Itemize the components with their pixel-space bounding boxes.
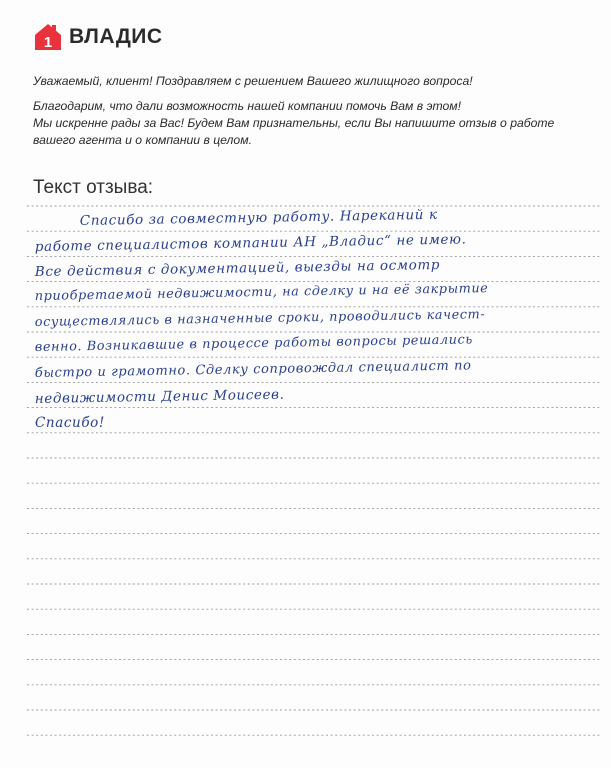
- greeting-paragraph: Уважаемый, клиент! Поздравляем с решением Вашего жилищного вопроса!: [33, 74, 473, 88]
- handwritten-line-5: осуществлялись в назначенные сроки, проводились качест-: [34, 307, 486, 330]
- handwritten-line-3: Все действия с документацией, выезды на осмотр: [34, 256, 441, 280]
- intro-line-2: Мы искренне рады за Вас! Будем Вам признательны, если Вы напишите отзыв о работе: [33, 116, 555, 130]
- handwritten-line-6: венно. Возникавшие в процессе работы вопросы решались: [34, 332, 474, 355]
- review-heading: Текст отзыва:: [33, 177, 154, 198]
- logo-digit: 1: [43, 34, 53, 51]
- handwritten-line-9: Спасибо!: [35, 415, 105, 431]
- handwritten-line-1: Спасибо за совместную работу. Нареканий к: [79, 206, 438, 229]
- handwritten-line-7: быстро и грамотно. Сделку сопровождал специалист по: [34, 358, 472, 381]
- brand-name: ВЛАДИС: [69, 25, 163, 48]
- handwritten-line-4: приобретаемой недвижимости, на сделку и на её закрытие: [34, 281, 489, 304]
- intro-line-1: Благодарим, что дали возможность нашей компании помочь Вам в этом!: [33, 99, 462, 113]
- handwritten-line-2: работе специалистов компании АН „Владис“ не имею.: [34, 231, 467, 255]
- ruled-lines: [27, 0, 603, 768]
- intro-line-3: вашего агента и о компании в целом.: [33, 133, 252, 147]
- handwritten-line-8: недвижимости Денис Моисеев.: [34, 386, 285, 407]
